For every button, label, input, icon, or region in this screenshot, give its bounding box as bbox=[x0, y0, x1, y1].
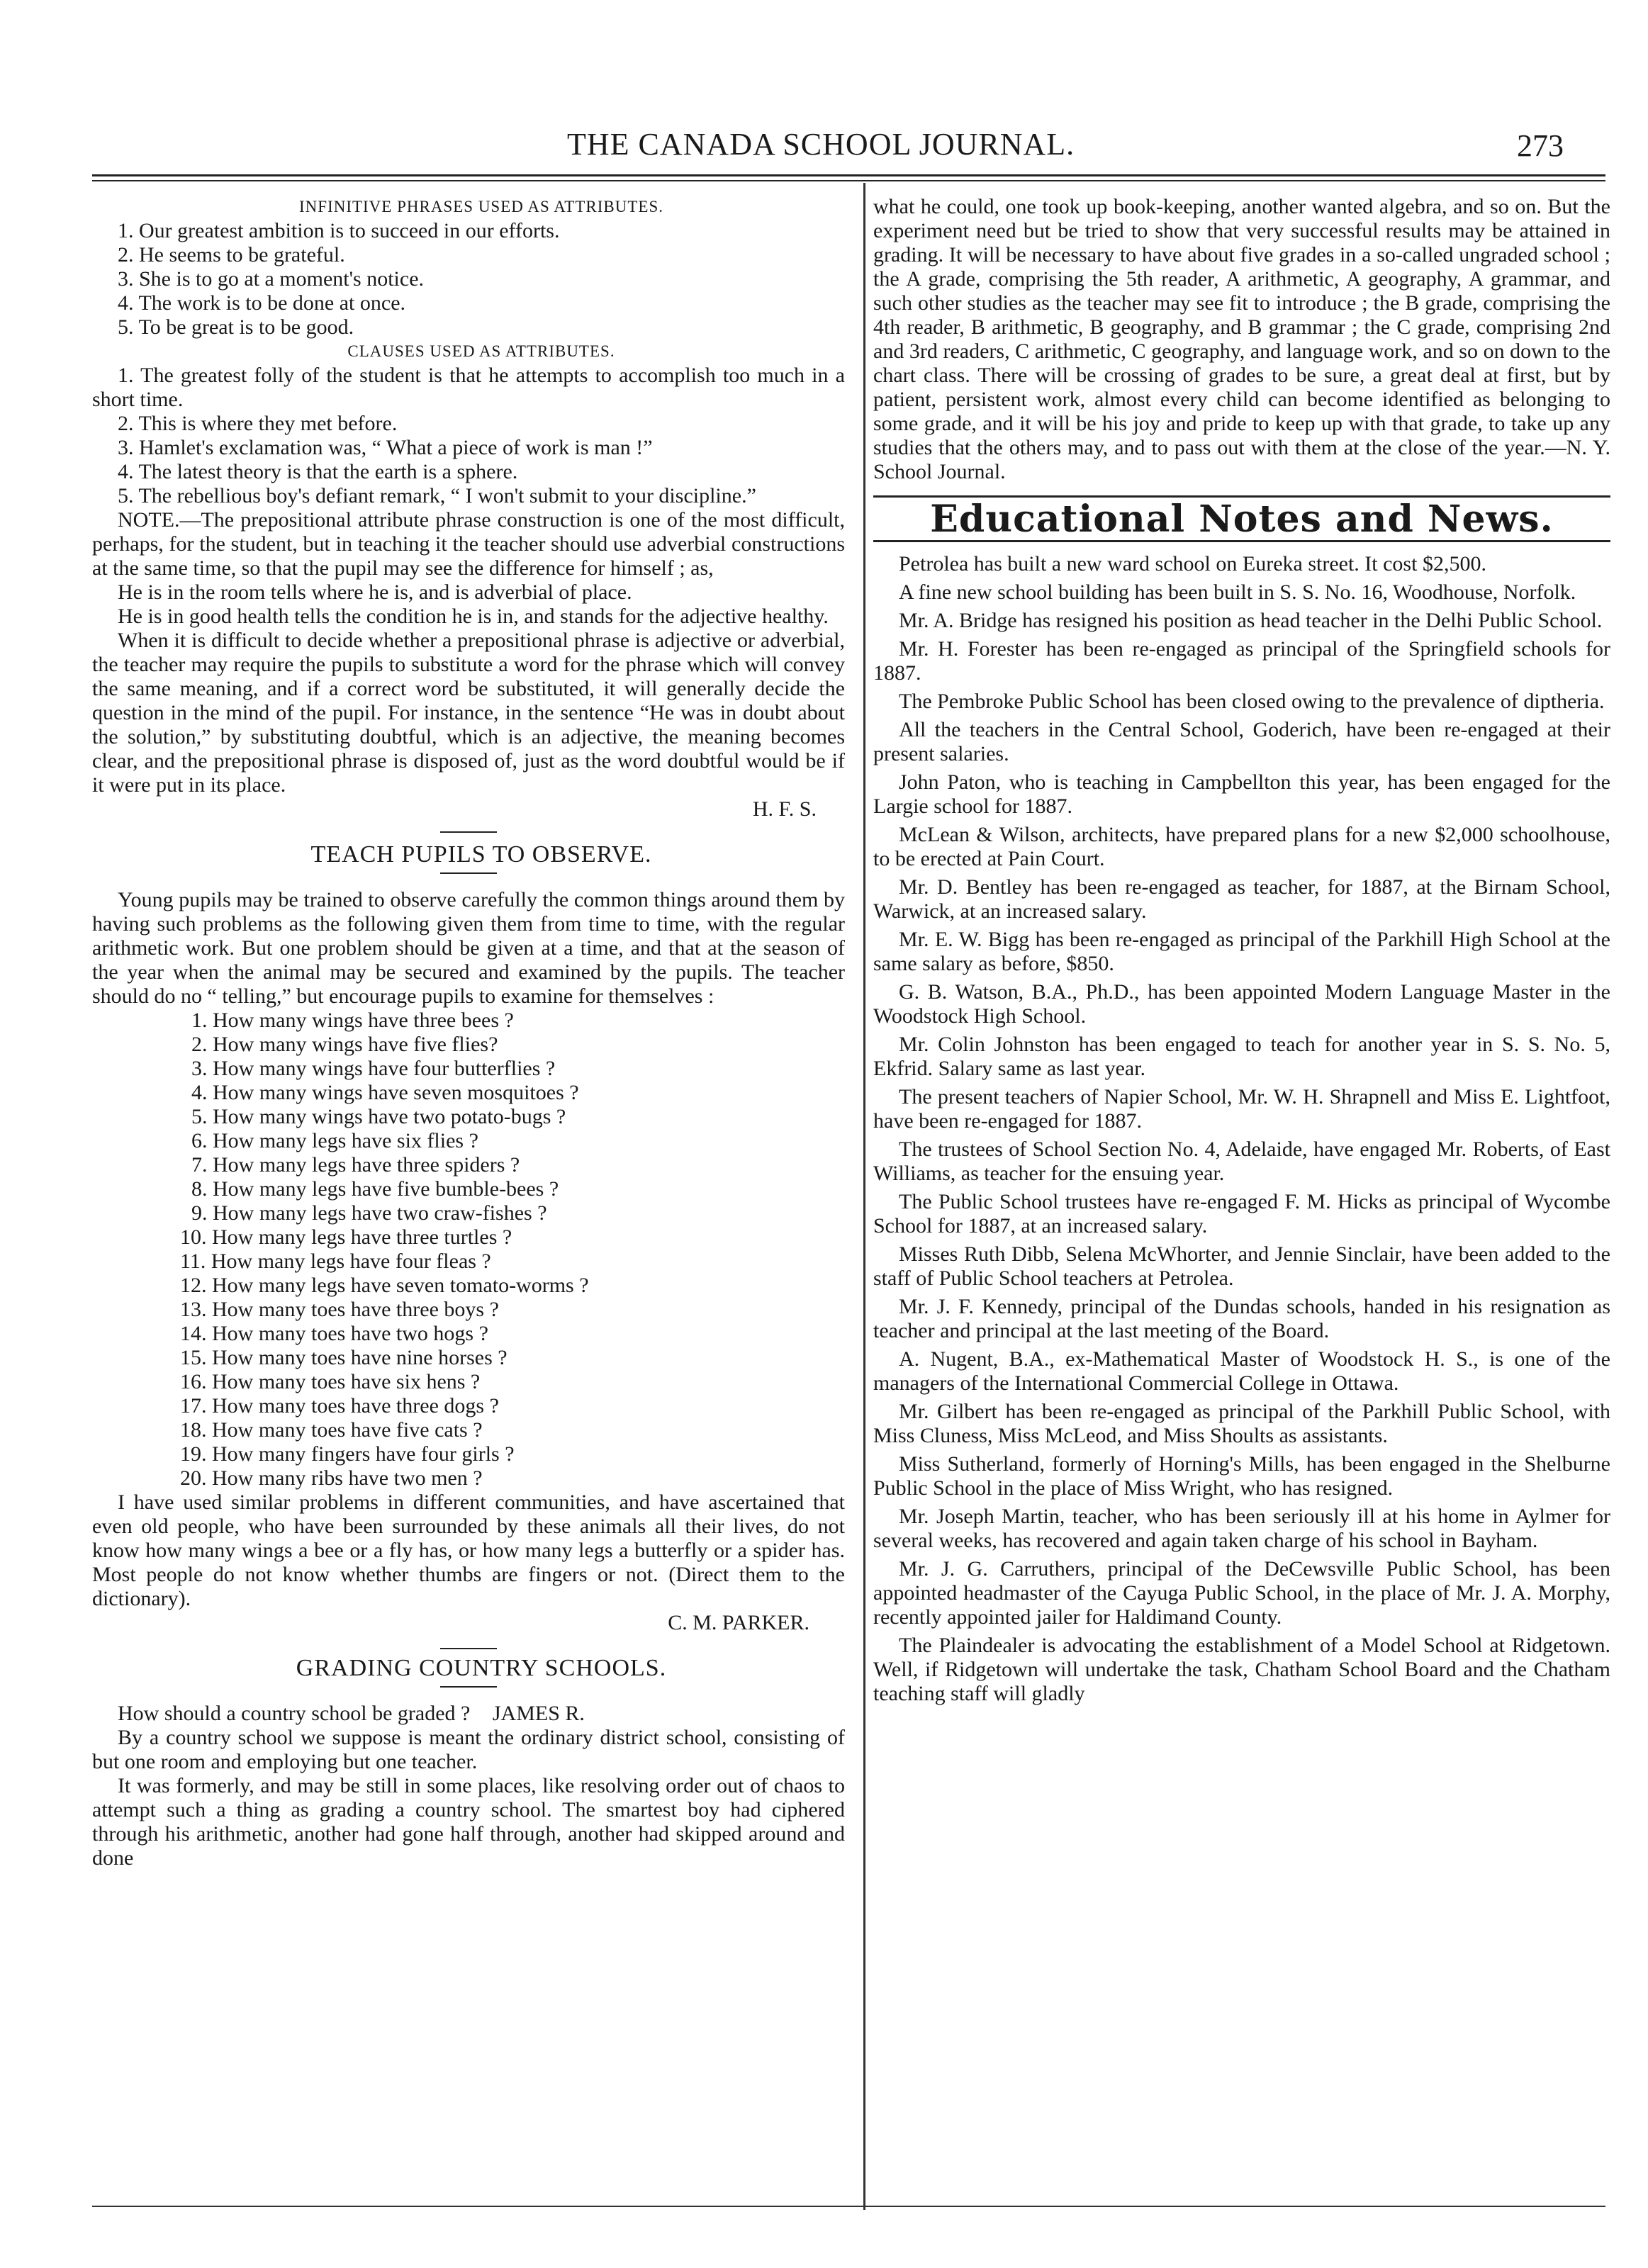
news-item: Mr. Colin Johnston has been engaged to teach for another year in S. S. No. 5, Ekfrid. Salary same as last year. bbox=[873, 1033, 1610, 1080]
section-rule bbox=[440, 1648, 497, 1649]
infinitive-item: 2. He seems to be grateful. bbox=[118, 243, 345, 266]
infinitive-item: 5. To be great is to be good. bbox=[118, 315, 354, 339]
question-item: 3. How many wings have four butterflies ? bbox=[191, 1057, 556, 1080]
news-item: All the teachers in the Central School, Goderich, have been re-engaged at their present salaries. bbox=[873, 718, 1610, 765]
question-item: 7. How many legs have three spiders ? bbox=[191, 1153, 520, 1177]
note-paragraph: He is in good health tells the condition he is in, and stands for the adjective healthy. bbox=[118, 605, 829, 628]
question-item: 6. How many legs have six flies ? bbox=[191, 1129, 478, 1152]
questions-list bbox=[92, 1009, 845, 1491]
question-item: 1. How many wings have three bees ? bbox=[191, 1009, 514, 1032]
infinitive-heading: INFINITIVE PHRASES USED AS ATTRIBUTES. bbox=[298, 198, 663, 215]
news-item: Mr. Gilbert has been re-engaged as principal of the Parkhill Public School, with Miss Cluness, Miss McLeod, and Miss Shoults as assistants. bbox=[873, 1400, 1610, 1447]
infinitive-item: 1. Our greatest ambition is to succeed in our efforts. bbox=[118, 219, 560, 242]
news-heading-box bbox=[873, 495, 1610, 542]
question-item: 4. How many wings have seven mosquitoes ? bbox=[191, 1081, 579, 1104]
question-item: 20. How many ribs have two men ? bbox=[180, 1466, 483, 1490]
clause-item: 5. The rebellious boy's defiant remark, “ I won't submit to your discipline.” bbox=[118, 484, 756, 507]
news-item: John Paton, who is teaching in Campbellton this year, has been engaged for the Largie school for 1887. bbox=[873, 770, 1610, 818]
news-item: A. Nugent, B.A., ex-Mathematical Master of Woodstock H. S., is one of the managers of the International Commercial College in Ottawa. bbox=[873, 1347, 1610, 1395]
question-item: 8. How many legs have five bumble-bees ? bbox=[191, 1177, 559, 1201]
question-item: 5. How many wings have two potato-bugs ? bbox=[191, 1105, 566, 1128]
left-column bbox=[92, 195, 845, 1870]
grading-paragraph: By a country school we suppose is meant the ordinary district school, consisting of but one room and employing but one teacher. bbox=[92, 1726, 845, 1773]
news-item: Miss Sutherland, formerly of Horning's Mills, has been engaged in the Shelburne Public School in the place of Miss Wright, who has resigned. bbox=[873, 1452, 1610, 1500]
teach-signature: C. M. PARKER. bbox=[668, 1611, 809, 1634]
teach-heading: TEACH PUPILS TO OBSERVE. bbox=[310, 841, 652, 868]
news-item: Mr. J. F. Kennedy, principal of the Dundas schools, handed in his resignation as teacher and principal at the last meeting of the Board. bbox=[873, 1295, 1610, 1342]
clause-item: 3. Hamlet's exclamation was, “ What a piece of work is man !” bbox=[118, 436, 653, 459]
question-item: 12. How many legs have seven tomato-worms ? bbox=[180, 1274, 589, 1297]
note-paragraph: NOTE.—The prepositional attribute phrase construction is one of the most difficult, perhaps, for the student, but in teaching it the teacher should use adverbial constructions at the same time, so that the pupil may see the difference for himself ; as, bbox=[92, 508, 845, 580]
question-item: 17. How many toes have three dogs ? bbox=[180, 1394, 499, 1418]
news-item: Mr. E. W. Bigg has been re-engaged as principal of the Parkhill High School at the same salary as before, $850. bbox=[873, 928, 1610, 975]
question-item: 13. How many toes have three boys ? bbox=[180, 1298, 499, 1321]
news-heading: Educational Notes and News. bbox=[930, 498, 1554, 541]
infinitive-item: 4. The work is to be done at once. bbox=[118, 291, 406, 315]
note-paragraph: When it is difficult to decide whether a prepositional phrase is adjective or adverbial, the teacher may require the pupils to substitute a word for the phrase which will convey the same meaning, and if a correct word be substituted, it will generally decide the question in the mind of the pupil. For instance, in the sentence “He was in doubt about the solution,” by substituting doubtful, which is an adjective, the meaning becomes clear, and the prepositional phrase is disposed of, just as the word doubtful would be if it were put in its place. bbox=[92, 629, 845, 797]
news-item: The Pembroke Public School has been closed owing to the prevalence of diptheria. bbox=[899, 690, 1605, 713]
grading-paragraph: It was formerly, and may be still in some places, like resolving order out of chaos to attempt such a thing as grading a country school. The smartest boy had ciphered through his arithmetic, another had gone half through, another had skipped around and done bbox=[92, 1774, 845, 1870]
news-item: Mr. Joseph Martin, teacher, who has been seriously ill at his home in Aylmer for several weeks, has recovered and again taken charge of his school in Bayham. bbox=[873, 1505, 1610, 1552]
grading-question bbox=[92, 1702, 845, 1726]
news-item: Mr. H. Forester has been re-engaged as principal of the Springfield schools for 1887. bbox=[873, 637, 1610, 685]
section-rule bbox=[440, 1686, 497, 1688]
header-rule-2 bbox=[92, 180, 1605, 181]
question-item: 14. How many toes have two hogs ? bbox=[180, 1322, 488, 1345]
question-item: 10. How many legs have three turtles ? bbox=[180, 1225, 512, 1249]
news-item: The present teachers of Napier School, Mr. W. H. Shrapnell and Miss E. Lightfoot, have been re-engaged for 1887. bbox=[873, 1085, 1610, 1133]
news-item: Petrolea has built a new ward school on Eureka street. It cost $2,500. bbox=[899, 552, 1486, 576]
news-item: McLean & Wilson, architects, have prepared plans for a new $2,000 schoolhouse, to be erected at Pain Court. bbox=[873, 823, 1610, 870]
question-item: 9. How many legs have two craw-fishes ? bbox=[191, 1201, 547, 1225]
column-divider bbox=[863, 183, 865, 2210]
grading-continuation: what he could, one took up book-keeping, another wanted algebra, and so on. But the experiment need but be tried to show that very successful results may be attained in grading. It will be necessary to have about five grades in a so-called ungraded school ; the A grade, comprising the 5th reader, A arithmetic, A geography, A grammar, and such other studies as the teacher may see fit to introduce ; the B grade, comprising the 4th reader, B arithmetic, B geography, and B grammar ; the C grade, comprising 2nd and 3rd readers, C arithmetic, C geography, and language work, and so on down to the chart class. There will be crossing of grades to be sure, a great deal at first, but by patient, persistent work, almost every child can become identified as belonging to some grade, and it will be his joy and pride to keep up with that grade, to take up any studies that the others may, and to pass out with them at the close of the year.—N. Y. School Journal. bbox=[873, 195, 1610, 483]
news-item: Mr. D. Bentley has been re-engaged as teacher, for 1887, at the Birnam School, Warwick, at an increased salary. bbox=[873, 875, 1610, 923]
journal-title: THE CANADA SCHOOL JOURNAL. bbox=[567, 127, 1075, 162]
question-item: 18. How many toes have five cats ? bbox=[180, 1418, 483, 1442]
question-item: 15. How many toes have nine horses ? bbox=[180, 1346, 508, 1369]
clauses-heading: CLAUSES USED AS ATTRIBUTES. bbox=[347, 342, 615, 360]
section-rule bbox=[440, 872, 497, 874]
news-item: G. B. Watson, B.A., Ph.D., has been appointed Modern Language Master in the Woodstock High School. bbox=[873, 980, 1610, 1028]
news-item: A fine new school building has been built in S. S. No. 16, Woodhouse, Norfolk. bbox=[899, 580, 1576, 604]
grading-heading: GRADING COUNTRY SCHOOLS. bbox=[296, 1655, 667, 1681]
clause-item: 2. This is where they met before. bbox=[118, 412, 398, 435]
clause-item: 1. The greatest folly of the student is that he attempts to accomplish too much in a short time. bbox=[92, 364, 845, 411]
question-item: 19. How many fingers have four girls ? bbox=[180, 1442, 515, 1466]
bottom-rule bbox=[92, 2206, 1605, 2207]
news-item: Mr. J. G. Carruthers, principal of the DeCewsville Public School, has been appointed headmaster of the Cayuga Public School, in the place of Mr. J. A. Morphy, recently appointed jailer for Haldimand County. bbox=[873, 1557, 1610, 1629]
page-number: 273 bbox=[1517, 128, 1564, 163]
teach-intro: Young pupils may be trained to observe carefully the common things around them by having such problems as the following given them from time to time, with the regular arithmetic work. But one problem should be given at a time, and that at the season of the year when the animal may be secured and examined by the pupils. The teacher should do no “ telling,” but encourage pupils to examine for themselves : bbox=[92, 888, 845, 1008]
teach-closing: I have used similar problems in different communities, and have ascertained that even old people, who have been surrounded by these animals all their lives, do not know how many wings a bee or a fly has, or how many legs a butterfly or a spider has. Most people do not know whether thumbs are fingers or not. (Direct them to the dictionary). bbox=[92, 1491, 845, 1610]
clause-item: 4. The latest theory is that the earth is a sphere. bbox=[118, 460, 518, 483]
news-item: The trustees of School Section No. 4, Adelaide, have engaged Mr. Roberts, of East Williams, as teacher for the ensuing year. bbox=[873, 1138, 1610, 1185]
question-item: 2. How many wings have five flies? bbox=[191, 1033, 498, 1056]
news-item: Mr. A. Bridge has resigned his position as head teacher in the Delhi Public School. bbox=[899, 609, 1603, 632]
note-paragraph: He is in the room tells where he is, and is adverbial of place. bbox=[118, 580, 632, 604]
grading-asker: JAMES R. bbox=[492, 1702, 585, 1725]
infinitive-item: 3. She is to go at a moment's notice. bbox=[118, 267, 425, 291]
question-item: 11. How many legs have four fleas ? bbox=[180, 1250, 491, 1273]
news-item: The Plaindealer is advocating the establishment of a Model School at Ridgetown. Well, if Ridgetown will undertake the task, Chatham School Board and the Chatham teaching staff will gladly bbox=[873, 1634, 1610, 1705]
header-rule-1 bbox=[92, 174, 1605, 176]
note-signature: H. F. S. bbox=[752, 797, 817, 821]
grading-question-text: How should a country school be graded ? bbox=[118, 1702, 471, 1725]
right-column bbox=[873, 195, 1610, 1710]
news-item: The Public School trustees have re-engaged F. M. Hicks as principal of Wycombe School for 1887, at an increased salary. bbox=[873, 1190, 1610, 1237]
news-item: Misses Ruth Dibb, Selena McWhorter, and Jennie Sinclair, have been added to the staff of Public School teachers at Petrolea. bbox=[873, 1242, 1610, 1290]
section-rule bbox=[440, 831, 497, 833]
question-item: 16. How many toes have six hens ? bbox=[180, 1370, 481, 1393]
